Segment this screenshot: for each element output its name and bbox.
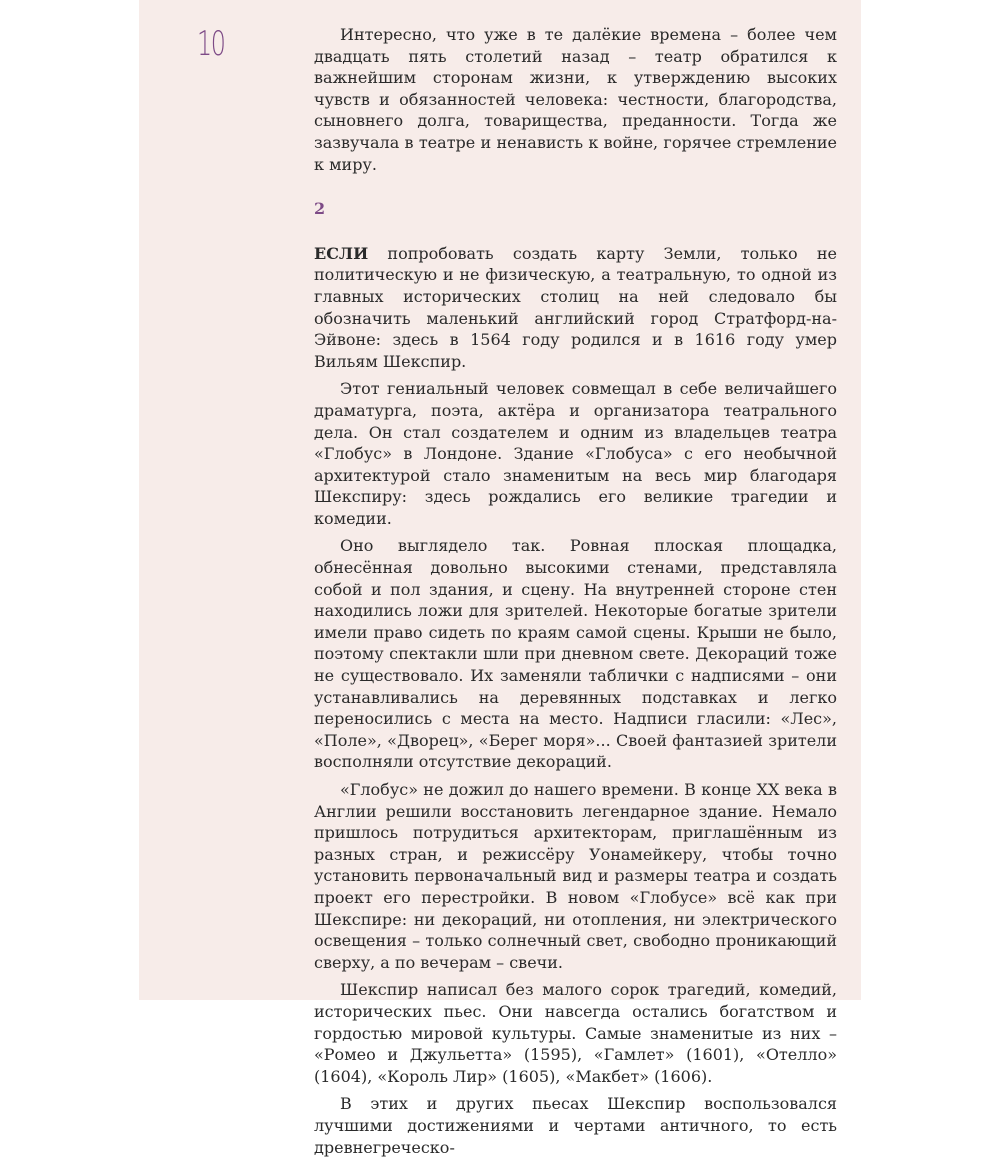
- paragraph-2: Этот гениальный человек совмещал в себе величайшего драматурга, поэта, актёра и организатора театрального дела. Он стал создателем и одним из владельцев театра «Глобус» в Лондоне. Здание «Глобуса» с его необычной архитектурой стало знаменитым на весь мир благодаря Шекспиру: здесь рождались его великие трагедии и комедии.: [314, 379, 837, 528]
- paragraph-1: [314, 243, 837, 373]
- section-number: 2: [314, 199, 326, 219]
- paragraph-5: Шекспир написал без малого сорок трагедий, комедий, исторических пьес. Они навсегда остались богатством и гордостью мировой культуры. Самые знаменитые из них – «Ромео и Джульетта» (1595), «Гамлет» (1601), «Отелло» (1604), «Король Лир» (1605), «Макбет» (1606).: [314, 980, 837, 1086]
- paragraph-intro: Интересно, что уже в те далёкие времена – более чем двадцать пять столетий назад – театр обратился к важнейшим сторонам жизни, к утверждению высоких чувств и обязанностей человека: честности, благородства, сыновнего долга, товарищества, преданности. Тогда же зазвучала в театре и ненависть к войне, горячее стремление к миру.: [314, 25, 837, 174]
- paragraph-4: «Глобус» не дожил до нашего времени. В конце XX века в Англии решили восстановить легендарное здание. Немало пришлось потрудиться архитекторам, приглашённым из разных стран, и режиссёру Уонамейкеру, чтобы точно установить первоначальный вид и размеры театра и создать проект его перестройки. В новом «Глобусе» всё как при Шекспире: ни декораций, ни отопления, ни электрического освещения – только солнечный свет, свободно проникающий сверху, а по вечерам – свечи.: [314, 780, 837, 972]
- page-body: [314, 24, 837, 1158]
- paragraph-6: В этих и других пьесах Шекспир воспользовался лучшими достижениями и чертами античного, то есть древнегреческо-: [314, 1094, 837, 1157]
- page-number: 10: [197, 24, 225, 64]
- paragraph-1-text: попробовать создать карту Земли, только не политическую и не физическую, а театральную, то одной из главных исторических столиц на ней следовало бы обозначить маленький английский город Стратфорд-на-Эйвоне: здесь в 1564 году родился и в 1616 году умер Вильям Шекспир.: [314, 243, 837, 371]
- paragraph-3: Оно выглядело так. Ровная плоская площадка, обнесённая довольно высокими стенами, представляла собой и пол здания, и сцену. На внутренней стороне стен находились ложи для зрителей. Некоторые богатые зрители имели право сидеть по краям самой сцены. Крыши не было, поэтому спектакли шли при дневном свете. Декораций тоже не существовало. Их заменяли таблички с надписями – они устанавливались на деревянных подставках и легко переносились с места на место. Надписи гласили: «Лес», «Поле», «Дворец», «Берег моря»... Своей фантазией зрители восполняли отсутствие декораций.: [314, 536, 837, 772]
- lead-word: ЕСЛИ: [314, 243, 369, 263]
